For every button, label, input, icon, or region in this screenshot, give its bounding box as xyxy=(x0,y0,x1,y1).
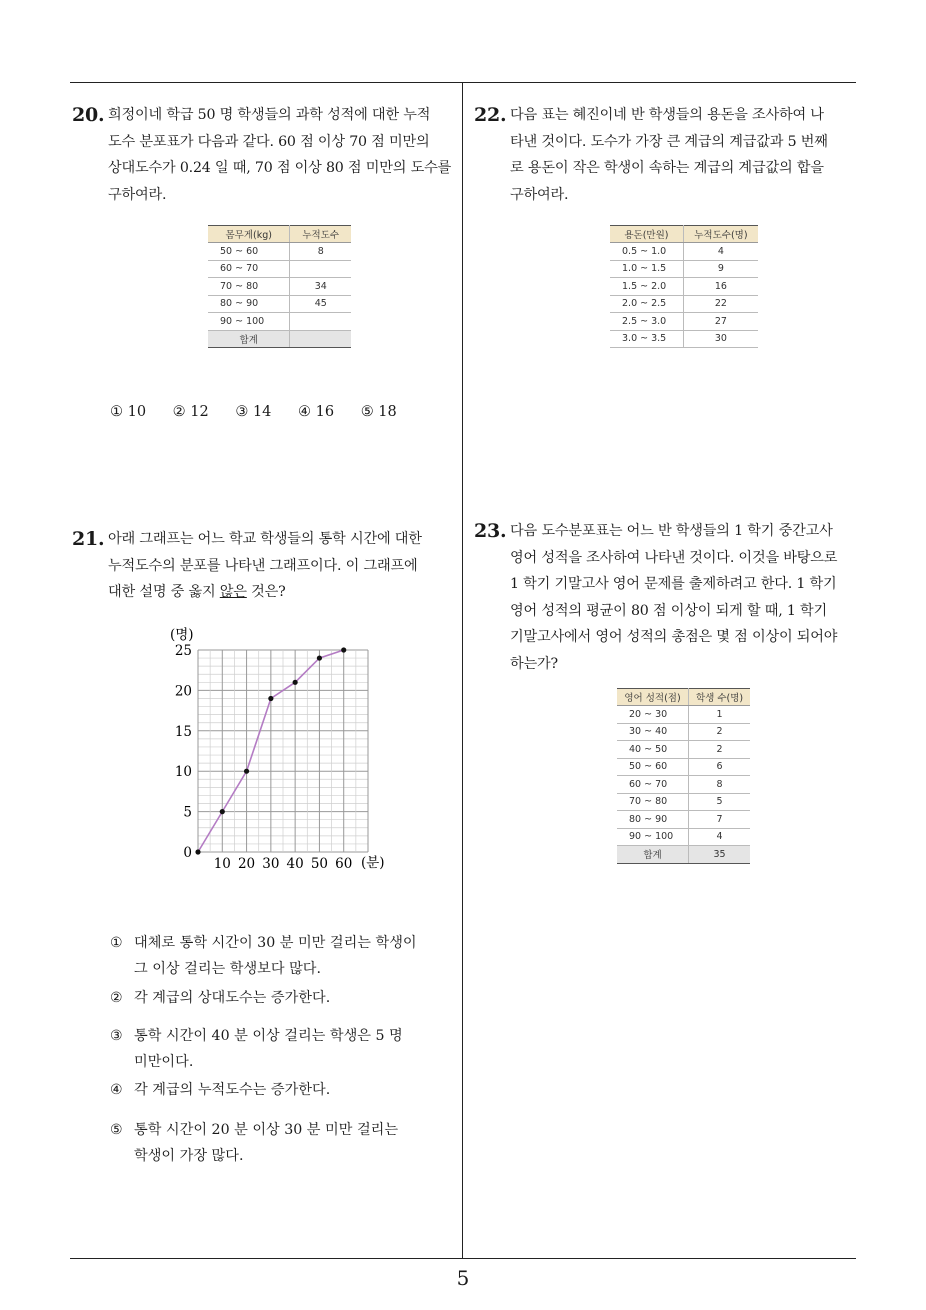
question-text xyxy=(108,526,462,606)
question-20 xyxy=(72,102,462,208)
data-point xyxy=(220,809,225,814)
choice[interactable]: ⑤ 18 xyxy=(360,404,397,420)
question-line: 상대도수가 0.24 일 때, 70 점 이상 80 점 미만의 도수를 xyxy=(108,160,452,176)
q23-frequency-table xyxy=(617,688,750,864)
x-axis-label: (분) xyxy=(361,855,385,871)
table-row: 0.5 ~ 1.0 4 xyxy=(610,243,758,261)
question-line: 영어 성적의 평균이 80 점 이상이 되게 할 때, 1 학기 xyxy=(510,602,827,619)
cumulative-frequency-chart xyxy=(160,622,400,877)
table-row: 50 ~ 60 8 xyxy=(208,243,351,261)
y-tick-label: 5 xyxy=(183,804,192,821)
question-text xyxy=(108,102,462,208)
choice[interactable]: ③ 14 xyxy=(235,404,272,420)
table-row: 80 ~ 90 7 xyxy=(617,811,750,829)
table-header: 누적도수 xyxy=(290,226,351,243)
x-tick-label: 30 xyxy=(262,856,280,872)
question-text xyxy=(510,518,864,677)
table-row: 20 ~ 30 1 xyxy=(617,706,750,724)
question-line: 누적도수의 분포를 나타낸 그래프이다. 이 그래프에 xyxy=(108,557,418,574)
q20-cumulative-table xyxy=(208,225,351,348)
option-2[interactable]: ② 각 계급의 상대도수는 증가한다. xyxy=(110,990,331,1006)
question-line: 기말고사에서 영어 성적의 총점은 몇 점 이상이 되어야 xyxy=(510,629,838,645)
table-row: 40 ~ 50 2 xyxy=(617,741,750,759)
y-tick-label: 25 xyxy=(174,643,192,659)
choice[interactable]: ④ 16 xyxy=(298,404,335,420)
option-5[interactable]: ⑤ 통학 시간이 20 분 이상 30 분 미만 걸리는 학생이 가장 많다. xyxy=(110,1122,399,1164)
column-divider xyxy=(462,82,463,1258)
question-line: 구하여라. xyxy=(108,186,167,203)
table-row: 60 ~ 70 8 xyxy=(617,776,750,794)
question-line: 1 학기 기말고사 영어 문제를 출제하려고 한다. 1 학기 xyxy=(510,576,837,592)
y-tick-label: 15 xyxy=(174,723,192,740)
table-row: 1.0 ~ 1.5 9 xyxy=(610,260,758,278)
top-rule xyxy=(70,82,856,83)
y-tick-label: 20 xyxy=(174,683,192,700)
table-row: 70 ~ 80 5 xyxy=(617,793,750,811)
question-23 xyxy=(474,518,864,677)
table-header: 영어 성적(점) xyxy=(617,689,689,706)
choice[interactable]: ① 10 xyxy=(110,404,147,420)
question-21 xyxy=(72,526,462,606)
table-header: 용돈(만원) xyxy=(610,226,683,243)
question-line: 도수 분포표가 다음과 같다. 60 점 이상 70 점 미만의 xyxy=(108,133,430,150)
question-line: 다음 표는 혜진이네 반 학생들의 용돈을 조사하여 나 xyxy=(510,107,824,123)
table-total-row: 합계 35 xyxy=(617,846,750,864)
x-tick-label: 50 xyxy=(310,856,329,872)
x-tick-label: 60 xyxy=(335,856,353,872)
table-row: 60 ~ 70 xyxy=(208,260,351,278)
x-tick-label: 40 xyxy=(286,856,304,872)
question-line: 대한 설명 중 옳지 않은 것은? xyxy=(108,584,286,600)
question-line: 희정이네 학급 50 명 학생들의 과학 성적에 대한 누적 xyxy=(108,107,431,123)
bottom-rule xyxy=(70,1258,856,1259)
data-point xyxy=(244,769,249,774)
table-row: 2.5 ~ 3.0 27 xyxy=(610,313,758,331)
table-row: 80 ~ 90 45 xyxy=(208,295,351,313)
table-row: 50 ~ 60 6 xyxy=(617,758,750,776)
question-line: 타낸 것이다. 도수가 가장 큰 계급의 계급값과 5 번째 xyxy=(510,133,828,150)
question-line: 다음 도수분포표는 어느 반 학생들의 1 학기 중간고사 xyxy=(510,523,833,539)
q20-choices xyxy=(110,404,419,420)
option-3[interactable]: ③ 통학 시간이 40 분 이상 걸리는 학생은 5 명 미만이다. xyxy=(110,1028,403,1070)
data-point xyxy=(293,680,298,685)
x-tick-label: 10 xyxy=(213,856,231,872)
page-number: 5 xyxy=(456,1266,470,1290)
data-point xyxy=(268,696,273,701)
question-line: 아래 그래프는 어느 학교 학생들의 통학 시간에 대한 xyxy=(108,531,422,547)
y-tick-label: 10 xyxy=(174,764,192,781)
choice[interactable]: ② 12 xyxy=(172,404,209,420)
data-point xyxy=(341,647,346,652)
y-tick-label: 0 xyxy=(183,845,192,861)
question-line: 구하여라. xyxy=(510,186,569,203)
question-line: 영어 성적을 조사하여 나타낸 것이다. 이것을 바탕으로 xyxy=(510,549,838,566)
table-header: 누적도수(명) xyxy=(683,226,758,243)
question-number: 20. xyxy=(72,104,105,126)
q22-allowance-table xyxy=(610,225,758,348)
option-1[interactable]: ① 대체로 통학 시간이 30 분 미만 걸리는 학생이 그 이상 걸리는 학생보다 많다. xyxy=(110,935,417,977)
table-row: 90 ~ 100 xyxy=(208,313,351,331)
question-line: 하는가? xyxy=(510,655,558,672)
table-header: 학생 수(명) xyxy=(689,689,750,706)
option-4[interactable]: ④ 각 계급의 누적도수는 증가한다. xyxy=(110,1082,331,1098)
table-row: 2.0 ~ 2.5 22 xyxy=(610,295,758,313)
question-number: 21. xyxy=(72,528,105,550)
data-point xyxy=(317,655,322,660)
table-row: 70 ~ 80 34 xyxy=(208,278,351,296)
x-tick-label: 20 xyxy=(237,856,256,872)
question-line: 로 용돈이 작은 학생이 속하는 계급의 계급값의 합을 xyxy=(510,160,824,176)
table-row: 1.5 ~ 2.0 16 xyxy=(610,278,758,296)
question-text xyxy=(510,102,864,208)
question-22 xyxy=(474,102,864,208)
y-axis-label: (명) xyxy=(170,627,194,643)
question-number: 23. xyxy=(474,520,507,542)
table-header: 몸무게(kg) xyxy=(208,226,290,243)
table-total-row: 합계 xyxy=(208,330,351,348)
table-row: 90 ~ 100 4 xyxy=(617,828,750,846)
question-number: 22. xyxy=(474,104,507,126)
table-row: 3.0 ~ 3.5 30 xyxy=(610,330,758,348)
data-point xyxy=(195,849,200,854)
table-row: 30 ~ 40 2 xyxy=(617,723,750,741)
